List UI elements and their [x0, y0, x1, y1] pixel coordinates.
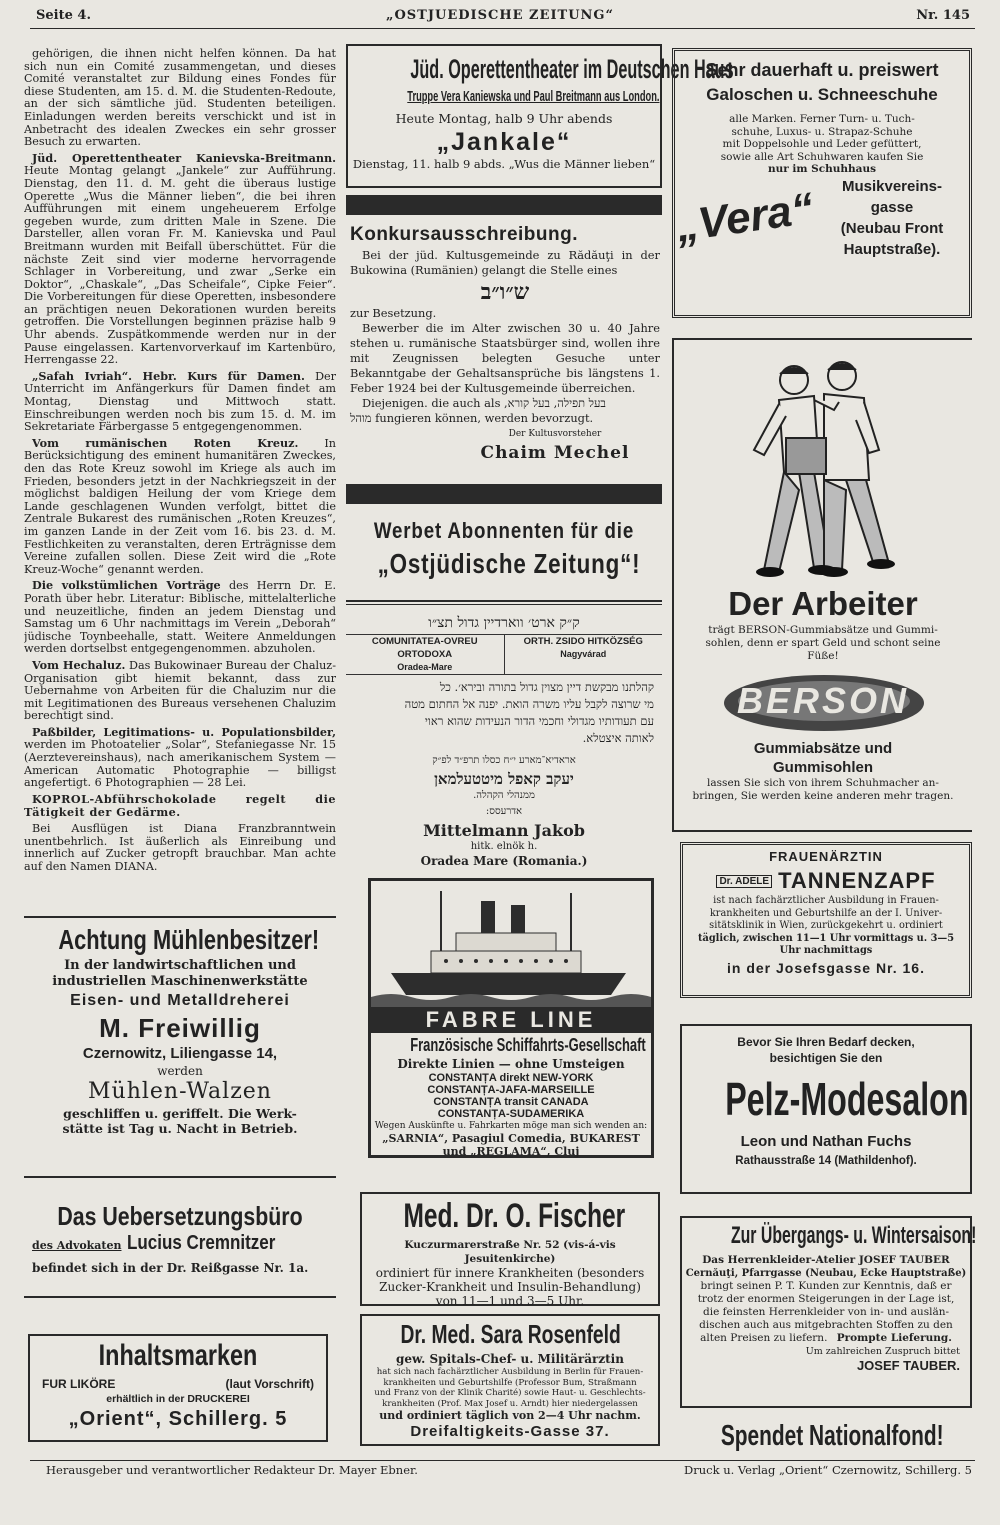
ad-address: Oradea Mare (Romania.): [420, 854, 588, 868]
ad-tauber: [680, 1216, 977, 1408]
ad-text: Uhr nachmittags: [779, 945, 873, 956]
black-bar: [346, 484, 662, 504]
ad-text: krankheiten (Prof. Max Josef u. Arndt) hier niedergelassen: [382, 1398, 638, 1409]
ad-address: Kuczurmarerstraße Nr. 52 (vis-á-vis Jesuitenkirche): [404, 1239, 616, 1265]
ad-text: krankheiten und Geburtshilfe an der I. Univer-: [709, 907, 943, 919]
ad-text: Truppe Vera Kaniewska und Paul Breitmann aus London.: [407, 88, 660, 105]
ad-text: hat sich nach fachärztlicher Ausbildung in Berlin für Frauen-: [376, 1367, 644, 1377]
ad-text: Eisen- und Metalldreherei: [70, 992, 290, 1009]
article-heading: Paßbilder, Legitimations- u. Populationsbilder,: [32, 724, 336, 739]
ad-hebrew: עם תעודותיו מגדולי וחכמי הדור הנעידות שהוא ראוי: [424, 714, 654, 728]
ad-title: Achtung Mühlenbesitzer!: [58, 924, 320, 955]
newspaper-title: „OSTJUEDISCHE ZEITUNG“: [385, 8, 615, 23]
ad-text: COMUNITATEA-OVREU ORTODOXA: [371, 636, 478, 660]
black-bar: [346, 195, 662, 215]
ad-text: FUR LIKÖRE: [42, 1377, 116, 1391]
ad-text: Das Herrenkleider-Atelier JOSEF TAUBER: [702, 1254, 950, 1266]
ad-text: besichtigen Sie den: [769, 1051, 883, 1065]
article-text: Der Unterricht im Anfängerkurs für Damen findet am Montag, Dienstag und Mittwoch statt. Einschreibungen werden noch bis zum 15. d. M. im Sekretariate Färbergasse 5 entgegengenommen.: [24, 369, 336, 434]
ad-text: des Advokaten: [32, 1239, 122, 1252]
ad-hebrew: אדרעסס:: [485, 806, 523, 817]
ad-address: Musikvereins-: [841, 177, 943, 195]
ad-address: in der Josefsgasse Nr. 16.: [727, 959, 925, 976]
ad-text: „SARNIA“, Pasagiul Comedia, BUKAREST: [382, 1132, 640, 1145]
ad-title: Französische Schiffahrts-Gesellschaft: [410, 1035, 646, 1055]
ad-address: „Orient“, Schillerg. 5: [68, 1408, 288, 1430]
ad-text: industriellen Maschinenwerkstätte: [52, 974, 308, 989]
ad-title: Werbet Abonnenten für die: [373, 518, 635, 543]
ad-title: Konkursausschreibung.: [350, 224, 578, 245]
ad-muehlen: [24, 922, 336, 1162]
ad-text: ORTH. ZSIDO HITKÖZSÉG: [523, 636, 643, 647]
ad-text: Zucker-Krankheit und Insulin-Behandlung): [379, 1280, 641, 1294]
ad-route: CONSTANȚA direkt NEW-YORK: [428, 1072, 594, 1084]
ad-text: Bei der jüd. Kultusgemeinde zu Rădăuţi in der Bukowina (Rumänien) gelangt die Stelle eines: [350, 248, 660, 277]
ad-text: geschliffen u. geriffelt. Die Werk-: [63, 1106, 297, 1121]
ad-text: Bewerber die im Alter zwischen 30 u. 40 Jahre stehen u. rumänische Staatsbürger sind, wollen ihre mit Zeugnissen belegten Gesuche unter Bekanntgabe der Gehaltsansprüche bis längstens 1. Feber 1924 bei der Kultusgemeinde überreichen.: [350, 321, 660, 395]
ad-text: und Franz von der Klinik Charité) sowie Haut- u. Geschlechts-: [374, 1388, 646, 1398]
ad-uebersetzung: [24, 1200, 336, 1280]
ad-text: schuhe, Luxus- u. Strapaz-Schuhe: [731, 125, 913, 138]
ad-text: Gummiabsätze und: [753, 740, 893, 757]
ad-fabre-line: [368, 878, 654, 1158]
ad-name: TANNENZAPF: [778, 868, 936, 893]
ad-text: sohlen, denn er spart Geld und schont seine: [705, 637, 941, 649]
article-text: Das Bukowinaer Bureau der Chaluz-Organisation gibt hiemit bekannt, dass zur Uebernahme von Arbeiten für die Chaluzim nur die mit Legitimationen des Bureaus versehenen Chaluzim berechtigt sind.: [24, 658, 336, 723]
ad-text: (laut Vorschrift): [225, 1377, 314, 1391]
ad-text: und ordiniert täglich von 2—4 Uhr nachm.: [379, 1409, 641, 1422]
ad-text: Wegen Auskünfte u. Fahrkarten möge man sich wenden an:: [374, 1121, 648, 1131]
ad-text: hitk. elnök h.: [470, 841, 538, 852]
ad-address: (Neubau Front: [840, 219, 944, 237]
ad-text: alle Marken. Ferner Turn- u. Tuch-: [729, 113, 915, 125]
article-text: werden im Photoatelier „Solar“, Stefaniegasse Nr. 15 (Aerztevereinshaus), nach amerikanischem System — American Automatic Photographie — billigst angefertigt. 6 Photographien — 28 Lei.: [24, 738, 336, 790]
ad-hebrew: לאותה איצטלא.: [582, 731, 654, 745]
ad-rosenfeld: [360, 1314, 660, 1446]
workers-illustration: [674, 340, 972, 580]
ad-text: trägt BERSON-Gummiabsätze und Gummi-: [708, 624, 938, 636]
ad-hebrew: מוהל: [350, 411, 372, 425]
ad-text: In der landwirtschaftlichen und: [64, 958, 296, 973]
ad-text: zur Besetzung.: [350, 306, 437, 320]
ad-text: Heute Montag, halb 9 Uhr abends: [395, 111, 613, 126]
article-text: Bei Ausflügen ist Diana Franzbranntwein unentbehrlich. Ist äußerlich als Einreibung und innerlich auf Zucker getropft brauchbar. Man achte auf den Namen DIANA.: [24, 822, 336, 873]
article-text: gehörigen, die ihnen nicht helfen können. Da hat sich nun ein Comité zusammengetan, und dieses Comité veranstaltet zur Bildung eines Fondes für diese Studenten, am 15. d. M. die Studenten-Redoute, an der sich sämtliche jüd. Studenten beteiligen. Einladungen werden bereits verschickt und ist in Anbetracht des idealen Zweckes ein sehr grosser Besuch zu erwarten.: [24, 48, 336, 149]
ad-name: Mittelmann Jakob: [423, 821, 585, 840]
ad-hebrew: בעל תפילה, בעל קורא,: [504, 396, 606, 410]
ad-name: M. Freiwillig: [99, 1013, 261, 1043]
ad-title: Dr. Med. Sara Rosenfeld: [400, 1319, 621, 1349]
ad-konkurs: [350, 222, 660, 476]
ad-address: befindet sich in der Dr. Reißgasse Nr. 1a.: [32, 1261, 309, 1275]
ad-title: Inhaltsmarken: [98, 1339, 258, 1372]
page-number: Seite 4.: [36, 8, 91, 23]
ad-text: täglich, zwischen 11—1 Uhr vormittags u. 3—5: [697, 932, 955, 944]
ad-hebrew: ק״ק ארט׳ ווארדיין גדול תצ״ו: [428, 615, 580, 631]
ad-title: „Ostjüdische Zeitung“!: [377, 548, 641, 579]
article-heading: Vom rumänischen Roten Kreuz.: [32, 435, 299, 450]
ad-text: Oradea-Mare: [397, 662, 453, 672]
ad-name: Lucius Cremnitzer: [126, 1232, 275, 1254]
news-column: [24, 48, 336, 914]
ad-address: Czernowitz, Liliengasse 14,: [82, 1045, 278, 1062]
ad-brand: „Vera“: [673, 183, 817, 251]
ad-text: Dr. ADELE: [716, 875, 772, 888]
ad-text: Direkte Linien — ohne Umsteigen: [397, 1057, 625, 1071]
ad-text: Füße!: [807, 650, 839, 662]
ad-berson: [672, 338, 972, 832]
ad-hebrew: ממנהלי הקהלה.: [473, 790, 535, 801]
ad-title: Jüd. Operettentheater im Deutschen Haus: [410, 54, 734, 84]
ad-text: fungieren können, werden bevorzugt.: [375, 411, 594, 425]
article-heading: „Safah Ivriah“. Hebr. Kurs für Damen.: [32, 368, 305, 383]
article-text: Heute Montag gelangt „Jankele“ zur Aufführung. Dienstag, den 11. d. M. geht die überaus lustige Operette „Wus die Männer lieben“, die bei ihren Aufführungen mit einem ungeheuerem Erfolge gegeben wurde, zum dritten Male in Szene. Die Darsteller, allen voran Fr. M. Kanievska und Paul Breitmann wurden mit Beifall überschüttet. Für die nächste Zeit sind vier moderne hervorragende Schlager in Vorbereitung, und zwar „Serke ein Doktor“, „Chaskale“, „Das Scheifale“, Cipke Feier“. Die Vorbereitungen für diese Operetten, insbesondere an prächtigen neuen Dekorationen wurden bereits getroffen. Die Vorstellungen beginnen präzise halb 9 Uhr abends. Zuspätkommende werden nur in der Pause eingelassen. Kartenvorverkauf im Kartenbüro, Herrengasse 22.: [24, 164, 336, 367]
ad-text: und „REGLAMA“, Cluj: [442, 1145, 580, 1158]
ad-nationalfond: [680, 1416, 972, 1456]
ad-text: Gummisohlen: [772, 759, 873, 776]
ad-fischer: [360, 1192, 660, 1306]
ad-theater: [346, 44, 734, 188]
ad-text: Nagyvárad: [560, 649, 607, 659]
ad-title: Zur Übergangs- u. Wintersaison!: [730, 1222, 977, 1249]
ad-text: werden: [157, 1064, 203, 1078]
ad-text: Diejenigen. die auch als: [362, 396, 501, 410]
ad-title: Med. Dr. O. Fischer: [403, 1197, 626, 1235]
ad-hebrew: אראדיא־מארע י״ח כסלו תרפ״ד לפ״ק: [432, 755, 576, 766]
ad-text: Dienstag, 11. halb 9 abds. „Wus die Männer lieben“: [352, 157, 656, 171]
ad-text: krankheiten und Geburtshilfe (Professor Bum, Straßmann: [383, 1377, 637, 1388]
ad-route: CONSTANȚA-SUDAMERIKA: [437, 1108, 585, 1120]
ad-signature: JOSEF TAUBER.: [856, 1358, 960, 1373]
ad-route: CONSTANȚA transit CANADA: [433, 1096, 589, 1108]
ad-hebrew: ש״ו״ב: [480, 279, 530, 305]
ship-illustration: [371, 881, 651, 1007]
ad-text: mit Doppelsohle und Leder gefüttert,: [722, 138, 922, 150]
issue-number: Nr. 145: [916, 8, 970, 23]
ad-text: alten Preisen zu liefern.: [700, 1332, 828, 1344]
boot-heel-illustration: [674, 663, 972, 739]
ad-text: Prompte Lieferung.: [836, 1332, 952, 1344]
ad-text: bringen, Sie werden keine anderen mehr tragen.: [692, 790, 954, 802]
ad-inhaltsmarken: [28, 1334, 328, 1442]
article-heading: Vom Hechaluz.: [32, 657, 126, 672]
ad-title: Das Uebersetzungsbüro: [57, 1201, 303, 1231]
ad-text: von 11—1 und 3—5 Uhr.: [435, 1294, 585, 1308]
ad-text: sowie alle Art Schuhwaren kaufen Sie: [720, 150, 924, 163]
ad-address: gasse: [870, 198, 914, 216]
ad-werbet: [346, 516, 662, 592]
ad-text: gew. Spitals-Chef- u. Militärärztin: [396, 1352, 624, 1366]
ad-hebrew: יעקב קאפל מיטטעלמאן: [434, 770, 574, 788]
ad-text: die feinsten Herrenkleider von in- und auslän-: [702, 1306, 950, 1318]
ad-title: Der Arbeiter: [728, 585, 918, 622]
ad-text: ist nach fachärztlicher Ausbildung in Frauen-: [713, 895, 939, 906]
ad-orthodox: [346, 612, 662, 872]
article-heading: KOPROL-Abführschokolade regelt die Tätigkeit der Gedärme.: [24, 791, 336, 820]
ad-text: trotz der enormen Steigerungen in der Lage ist,: [697, 1293, 955, 1305]
footer-editor: Herausgeber und verantwortlicher Redakteur Dr. Mayer Ebner.: [46, 1463, 418, 1477]
ad-text: Um zahlreichen Zuspruch bittet: [805, 1346, 960, 1357]
ad-title: Pelz-Modesalon: [725, 1073, 969, 1125]
ad-address: Dreifaltigkeits-Gasse 37.: [410, 1423, 610, 1440]
ad-hebrew: מי שרוצה לקבל עליו משרה הואת. יפנה אל החתום מטה: [404, 697, 654, 711]
ad-play-title: „Jankale“: [436, 128, 572, 156]
ad-text: Mühlen-Walzen: [88, 1079, 272, 1104]
ad-text: Der Kultusvorsteher: [508, 429, 602, 439]
article-heading: Die volkstümlichen Vorträge: [32, 578, 221, 593]
ad-signature: Chaim Mechel: [480, 443, 630, 463]
ad-text: dischen auch aus mitgebrachten Stoffen zu den: [699, 1319, 953, 1331]
ad-hebrew: קהלתנו מבקשת דיין מצוין גדול בתורה ובירא׳. כל: [439, 680, 654, 694]
ad-address: Rathausstraße 14 (Mathildenhof).: [735, 1155, 917, 1167]
ad-text: Bevor Sie Ihren Bedarf decken,: [737, 1035, 915, 1049]
article-text: In Berücksichtigung des eminent humanitären Zweckes, den das Rote Kreuz sowohl im Kriege als auch im Frieden, besonders jetzt in der Nachkriegszeit in der möglichst baldigen Heilung der vom Kriege dem Lande geschlagenen Wunden verfolgt, bittet die Zentrale Bukarest des rumänischen „Roten Kreuzes“, im ganzen Lande in der Zeit vom 16. bis 23. d. M. Festlichkeiten zu veranstalten, deren Erträgnisse dem Vereine zufallen sollen. Diese Zeit wird die „Rote Kreuz-Woche“ genannt werden.: [24, 436, 336, 576]
ad-brand: FABRE LINE: [425, 1007, 597, 1032]
ad-address: Cernăuţi, Pfarrgasse (Neubau, Ecke Hauptstraße): [685, 1268, 967, 1279]
ad-address: Hauptstraße).: [843, 240, 941, 258]
ad-text: stätte ist Tag u. Nacht in Betrieb.: [62, 1121, 298, 1136]
ad-title: Sehr dauerhaft u. preiswert: [705, 60, 939, 80]
ad-pelz: [680, 1024, 972, 1194]
ad-brand: BERSON: [736, 680, 910, 721]
ad-text: lassen Sie sich von ihrem Schuhmacher an-: [707, 777, 939, 789]
ad-text: bringt seinen P. T. Kunden zur Kenntnis, daß er: [700, 1280, 952, 1292]
ad-vera: [672, 48, 972, 318]
ad-title: Spendet Nationalfond!: [720, 1420, 944, 1452]
ad-text: ordiniert für innere Krankheiten (besonders: [375, 1266, 645, 1280]
article-heading: Jüd. Operettentheater Kanievska-Breitmann.: [32, 150, 336, 165]
ad-text: nur im Schuhhaus: [767, 163, 877, 175]
ad-tannenzapf: [680, 842, 972, 998]
ad-title: Galoschen u. Schneeschuhe: [706, 85, 938, 104]
ad-text: sitätsklinik in Wien, zurückgekehrt u. ordiniert: [709, 920, 943, 931]
ad-title: FRAUENÄRZTIN: [769, 849, 883, 864]
footer-publisher: Druck u. Verlag „Orient“ Czernowitz, Schillerg. 5: [684, 1463, 972, 1477]
ad-route: CONSTANȚA-JAFA-MARSEILLE: [427, 1084, 595, 1096]
ad-text: erhältlich in der DRUCKEREI: [106, 1393, 250, 1405]
article-text: des Herrn Dr. E. Porath über hebr. Literatur: Biblische, mittelalterliche und neuzeitliche, finden an jedem Dienstag und Samstag um 6 Uhr nachmittags im Verein „Deborah“ jüdische Toynbeehalle, statt. Weitere Anmeldungen werden dortselbst entgegengenommen. abzuholen.: [24, 579, 336, 656]
ad-name: Leon und Nathan Fuchs: [740, 1133, 912, 1150]
